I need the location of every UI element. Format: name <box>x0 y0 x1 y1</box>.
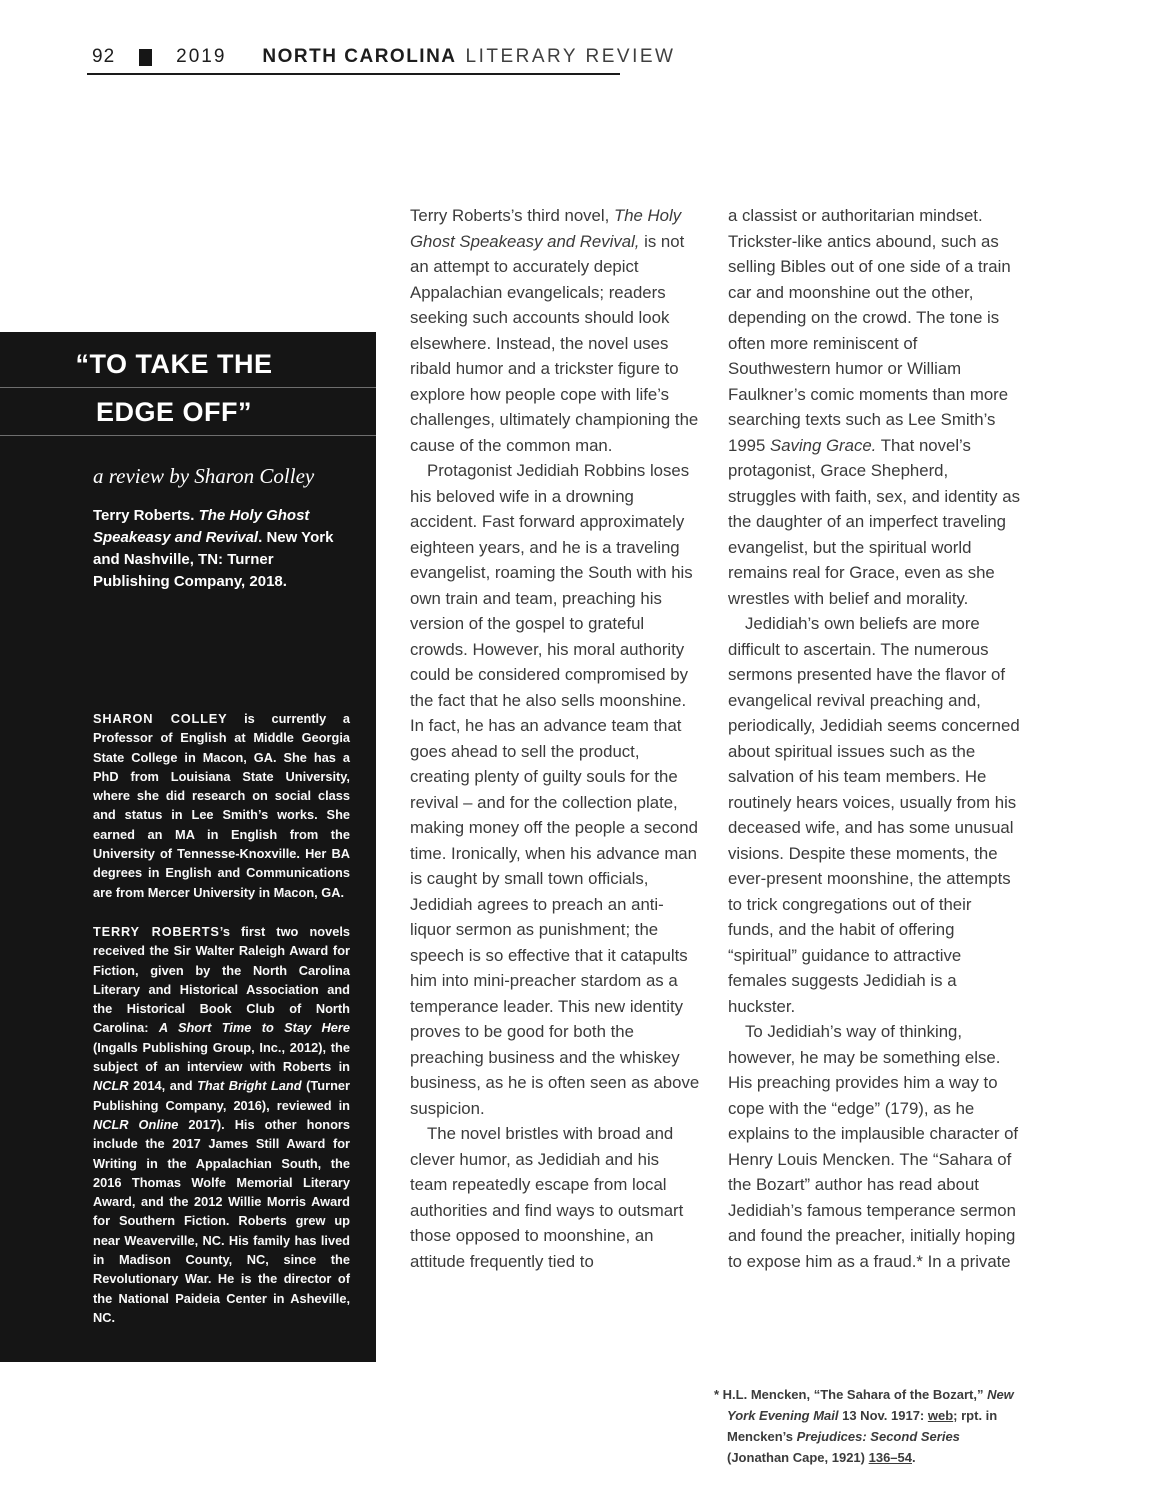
review-title <box>0 332 376 436</box>
text-segment: Prejudices: Second Series <box>796 1429 960 1444</box>
text-segment: TERRY ROBERTS <box>93 923 220 939</box>
text-segment: New York Evening Mail <box>727 1387 1014 1423</box>
text-segment: Jedidiah’s own beliefs are more difficult to ascertain. The numerous sermons presented have the flavor of evangelical revival preaching and, periodically, Jedidiah seems concerned about spiritual issues such as the salvation of his team members. He routinely hears voices, usually from his deceased wife, and has some unusual visions. Despite these moments, the ever-present moonshine, the attempts to trick congregations out of their funds, and the habit of offering “spiritual” guidance to attractive females suggests Jedidiah is a huckster. <box>728 614 1020 1016</box>
author-bio <box>93 922 350 1327</box>
review-paragraph <box>728 203 1020 611</box>
review-sidebar <box>0 332 376 1362</box>
page-header <box>92 46 676 68</box>
page-number: 92 <box>92 46 116 67</box>
review-byline: a review by Sharon Colley <box>93 464 315 488</box>
text-segment: The Holy Ghost Speakeasy and Revival, <box>410 206 682 251</box>
text-segment: 13 Nov. 1917: <box>838 1408 928 1423</box>
text-segment: ’s first two novels received the Sir Walter Raleigh Award for Fiction, given by the North Carolina Literary and Historical Association and the Historical Book Club of North Carolina: <box>93 923 350 1036</box>
text-segment: A Short Time to Stay Here <box>158 1020 350 1036</box>
review-title-line1: “TO TAKE THE <box>0 340 376 388</box>
text-segment: a classist or authoritarian mindset. Trickster-like antics abound, such as selling Bibles out of one side of a train car and moonshine out the other, depending on the crowd. The tone is often more reminiscent of Southwestern humor or William Faulkner’s comic moments than more searching texts such as Lee Smith’s 1995 <box>728 206 1011 455</box>
review-column-2 <box>728 203 1020 1274</box>
text-segment: Terry Roberts’s third novel, <box>410 206 614 225</box>
text-segment: . <box>912 1450 916 1465</box>
text-segment: SHARON COLLEY <box>93 711 228 726</box>
book-citation <box>93 505 350 593</box>
text-segment: (Turner Publishing Company, 2016), reviewed in <box>93 1078 350 1113</box>
review-paragraph <box>410 203 700 458</box>
text-segment: is currently a Professor of English at Middle Georgia State College in Macon, GA. She has a PhD from Louisiana State University, where she did research on social class and status in Lee Smith’s works. She earned an MA in English from the University of Tennesse-Knoxville. Her BA degrees in English and Communications are from Mercer University in Macon, GA. <box>93 711 351 900</box>
text-segment: The Holy Ghost Speakeasy and Revival <box>93 507 310 546</box>
footnote-pages-link[interactable]: 136–54 <box>868 1450 912 1465</box>
footnote-web-link[interactable]: web <box>927 1408 954 1423</box>
text-segment: Protagonist Jedidiah Robbins loses his beloved wife in a drowning accident. Fast forward approximately eighteen years, and he is a traveling evangelist, roaming the South with his own train and team, preaching his version of the gospel to grateful crowds. However, his moral authority could be considered compromised by the fact that he also sells moonshine. In fact, he has an advance team that goes ahead to sell the product, creating plenty of guilty souls for the revival – and for the collection plate, making money off the people a second time. Ironically, when his advance man is caught by small town officials, Jedidiah agrees to preach an anti-liquor sermon as punishment; the speech is so effective that it catapults him into mini-preacher stardom as a temperance leader. This new identity proves to be good for both the preaching business and the whiskey business, as he is often seen as above suspicion. <box>410 461 700 1118</box>
text-segment: . New York and Nashville, TN: Turner Publishing Company, 2018. <box>93 529 334 590</box>
text-segment: Terry Roberts. <box>93 507 199 524</box>
header-rule <box>87 73 620 75</box>
review-paragraph <box>728 611 1020 1019</box>
header-year: 2019 <box>176 46 227 67</box>
text-segment: NCLR Online <box>93 1116 179 1132</box>
journal-name-light: LITERARY REVIEW <box>465 46 676 67</box>
review-column-1 <box>410 203 700 1274</box>
text-segment: 2017). His other honors include the 2017 James Still Award for Writing in the Appalachian South, the 2016 Thomas Wolfe Memorial Literary Award, and the 2012 Willie Morris Award for Southern Fiction. Roberts grew up near Weaverville, NC. His family has lived in Madison County, NC, since the Revolutionary War. He is the director of the National Paideia Center in Asheville, NC. <box>93 1116 350 1325</box>
text-segment: That Bright Land <box>197 1078 302 1094</box>
text-segment: ; rpt. in Mencken’s <box>727 1408 998 1444</box>
review-title-line2: EDGE OFF” <box>0 388 376 436</box>
text-segment: (Jonathan Cape, 1921) <box>727 1450 869 1465</box>
text-segment: The novel bristles with broad and clever humor, as Jedidiah and his team repeatedly escape from local authorities and find ways to outsmart those opposed to moonshine, an attitude frequently tied to <box>410 1124 684 1271</box>
text-segment: That novel’s protagonist, Grace Shepherd, struggles with faith, sex, and identity as the daughter of an imperfect traveling evangelist, but the spiritual world remains real for Grace, even as she wrestles with belief and morality. <box>728 435 1020 608</box>
review-paragraph <box>410 458 700 1121</box>
header-marker-square <box>139 49 152 66</box>
sidebar-content <box>0 436 376 1327</box>
review-paragraph <box>728 1019 1020 1274</box>
text-segment: is not an attempt to accurately depict Appalachian evangelicals; readers seeking such accounts should look elsewhere. Instead, the novel uses ribald humor and a trickster figure to explore how people cope with life’s challenges, ultimately championing the cause of the common man. <box>410 231 699 455</box>
footnote <box>714 1384 1016 1468</box>
text-segment: Saving Grace. <box>770 435 877 455</box>
text-segment: 2014, and <box>128 1078 198 1094</box>
text-segment: (Ingalls Publishing Group, Inc., 2012), the subject of an interview with Roberts in <box>93 1039 350 1075</box>
journal-name-bold: NORTH CAROLINA <box>262 46 457 67</box>
text-segment: To Jedidiah’s way of thinking, however, he may be something else. His preaching provides him a way to cope with the “edge” (179), as he explains to the implausible character of Henry Louis Mencken. The “Sahara of the Bozart” author has read about Jedidiah’s famous temperance sermon and found the preacher, initially hoping to expose him as a fraud.* In a private <box>728 1022 1019 1271</box>
text-segment: * H.L. Mencken, “The Sahara of the Bozart,” <box>714 1387 988 1402</box>
review-paragraph <box>410 1121 700 1274</box>
text-segment: NCLR <box>93 1078 129 1094</box>
reviewer-bio <box>93 709 350 902</box>
